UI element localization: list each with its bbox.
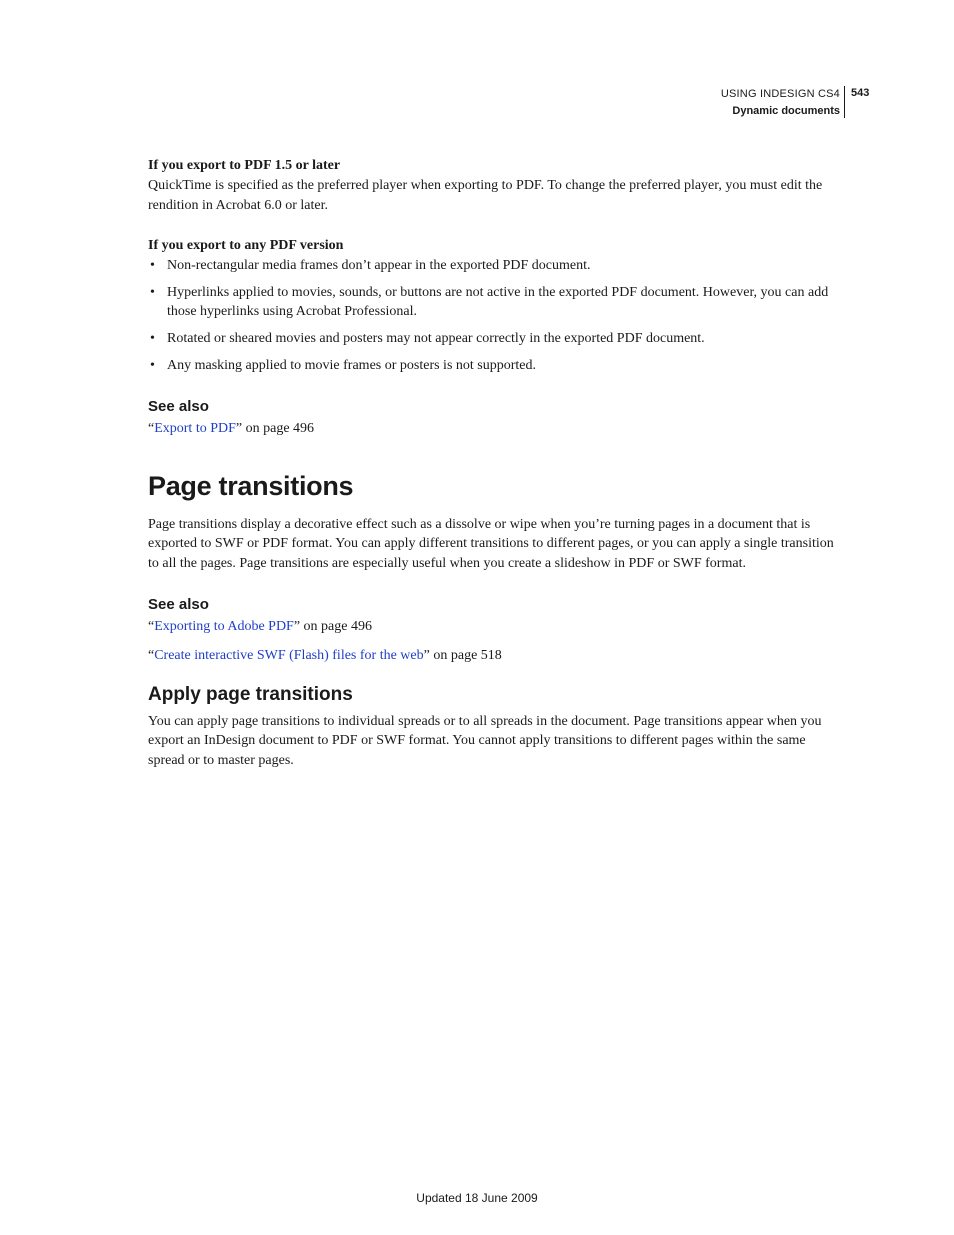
list-item: • Non-rectangular media frames don’t appear in the exported PDF document. <box>148 256 840 276</box>
apply-transitions-section <box>148 683 840 771</box>
exporting-to-adobe-pdf-link[interactable]: Exporting to Adobe PDF <box>154 618 294 634</box>
page-transitions-section <box>148 470 840 574</box>
any-pdf-bullet-list <box>148 256 840 375</box>
see-also-heading: See also <box>148 595 209 613</box>
pdf15-body: QuickTime is specified as the preferred player when exporting to PDF. To change the preferred player, you must edit the rendition in Acrobat 6.0 or later. <box>148 178 823 213</box>
cross-reference: “Create interactive SWF (Flash) files for the web” on page 518 <box>148 648 502 664</box>
running-header <box>721 86 840 120</box>
see-also-heading: See also <box>148 398 209 416</box>
section-pdf15 <box>148 156 840 215</box>
book-title: USING INDESIGN CS4 <box>720 88 840 100</box>
page-transitions-title: Page transitions <box>148 470 354 501</box>
bullet-icon: • <box>150 258 155 274</box>
list-item: • Any masking applied to movie frames or posters is not supported. <box>148 356 840 376</box>
bullet-icon: • <box>150 330 155 346</box>
pdf15-heading: If you export to PDF 1.5 or later <box>148 158 341 173</box>
create-interactive-swf-link[interactable]: Create interactive SWF (Flash) files for the web <box>154 648 424 664</box>
list-item: • Rotated or sheared movies and posters may not appear correctly in the exported PDF document. <box>148 329 840 349</box>
footer-updated: Updated 18 June 2009 <box>416 1191 538 1205</box>
apply-transitions-title: Apply page transitions <box>148 683 353 705</box>
see-also-block-2 <box>148 595 840 666</box>
page-transitions-body: Page transitions display a decorative effect such as a dissolve or wipe when you’re turning pages in a document that is exported to SWF or PDF format. You can apply different transitions to different pages, or you can apply a single transition to all the pages. Page transitions are especially useful when you create a slideshow in PDF or SWF format. <box>148 516 834 571</box>
header-divider <box>844 86 845 118</box>
cross-reference: “Export to PDF” on page 496 <box>148 421 315 437</box>
cross-reference: “Exporting to Adobe PDF” on page 496 <box>148 618 372 634</box>
apply-transitions-body: You can apply page transitions to individual spreads or to all spreads in the document. Page transitions appear when you export an InDesign document to PDF or SWF format. You cannot apply transitions to different pages within the same spread or to master pages. <box>148 713 822 768</box>
see-also-block-1 <box>148 397 840 439</box>
chapter-title: Dynamic documents <box>732 105 840 117</box>
page-number: 543 <box>851 87 870 99</box>
export-to-pdf-link[interactable]: Export to PDF <box>154 421 236 437</box>
page-content <box>148 156 840 771</box>
bullet-icon: • <box>150 284 155 300</box>
any-pdf-heading: If you export to any PDF version <box>148 238 344 254</box>
list-item: • Hyperlinks applied to movies, sounds, or buttons are not active in the exported PDF document. However, you can add those hyperlinks using Acrobat Professional. <box>150 284 829 320</box>
bullet-icon: • <box>150 357 155 373</box>
section-any-pdf <box>148 236 840 375</box>
